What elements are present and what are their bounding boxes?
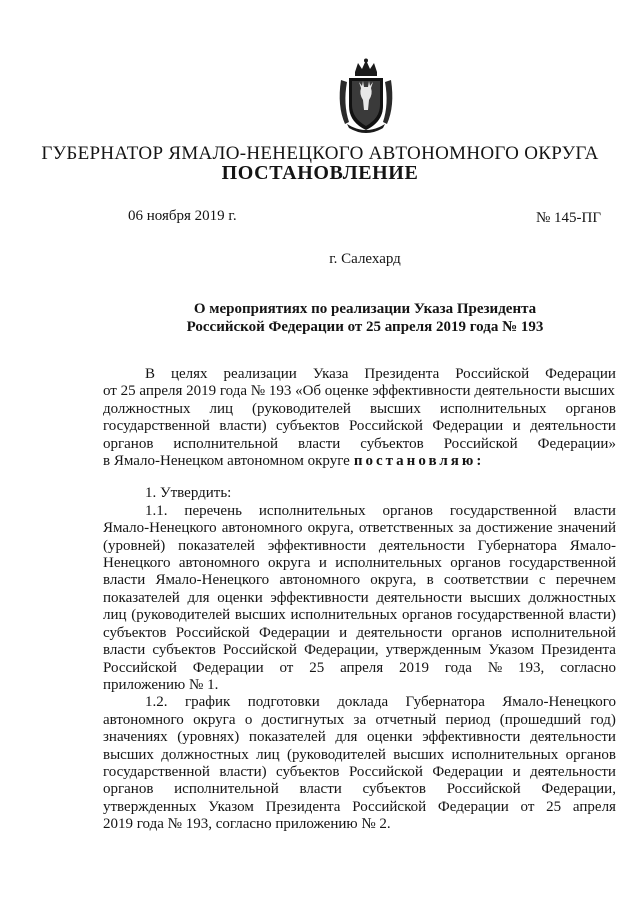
text-line <box>103 694 616 711</box>
word: (руководителей <box>252 400 351 417</box>
word: Федерации, <box>304 642 379 659</box>
text-line <box>103 418 616 435</box>
word: от 25 апреля 2019 года № 193 «Об оценке эффективности деятельности высших <box>103 383 615 400</box>
word: 193, <box>518 659 545 676</box>
item-1-2-paragraph <box>103 694 616 816</box>
word: округа, <box>307 520 354 537</box>
word: (уровней) <box>103 537 166 554</box>
text-line <box>103 572 616 589</box>
word: Российской <box>352 798 427 815</box>
text-line <box>103 436 616 453</box>
word: Указом <box>208 798 254 815</box>
word: за <box>353 711 367 728</box>
word: автономного <box>279 572 361 589</box>
word: органов <box>565 746 616 763</box>
word: реализации <box>223 366 297 382</box>
word: 1.2. <box>145 694 168 711</box>
word: значений <box>557 520 616 537</box>
word: Ненецкого <box>103 555 171 572</box>
coat-of-arms-icon <box>335 58 397 136</box>
word: округа, <box>370 572 417 589</box>
word: Российской <box>348 418 423 435</box>
document-date: 06 ноября 2019 г. <box>128 208 237 224</box>
word: государственной <box>103 418 210 435</box>
word: округа <box>268 555 311 572</box>
word: показателей <box>248 729 326 746</box>
text-line <box>103 625 616 642</box>
item-1-1-last-line <box>103 677 616 694</box>
word: Федерации <box>192 659 264 676</box>
text-line <box>103 764 616 781</box>
word: высших <box>234 607 286 624</box>
body-text: 2019 года № 193, согласно приложению № 2. <box>103 816 391 833</box>
word: оценки <box>367 729 413 746</box>
word: Губернатора <box>405 694 485 711</box>
word: государственной <box>457 607 564 624</box>
word: округа <box>193 711 236 728</box>
word: (руководителей <box>287 746 386 763</box>
word: график <box>184 694 231 711</box>
word: В <box>145 366 156 382</box>
title-line: О мероприятиях по реализации Указа Президента <box>193 301 537 317</box>
text-line <box>103 383 616 400</box>
word: № <box>487 659 503 676</box>
document-body <box>103 366 616 834</box>
word: ответственных <box>358 520 454 537</box>
word: субъектов <box>103 624 167 641</box>
word: субъектов <box>360 435 424 452</box>
word: государственной <box>509 555 616 572</box>
word: органов <box>401 607 453 624</box>
word: деятельности <box>530 418 616 435</box>
word: 2019 <box>398 659 429 676</box>
word: Федерации <box>545 366 616 382</box>
word: государственной <box>449 502 557 519</box>
body-text: в Ямало-Ненецком автономном округе <box>103 453 350 470</box>
word: органов <box>103 781 154 798</box>
word: 1.1. <box>145 502 168 519</box>
text-line <box>103 781 616 798</box>
word: соответствии <box>443 572 529 589</box>
authority-name: ГУБЕРНАТОР ЯМАЛО-НЕНЕЦКОГО АВТОНОМНОГО ОКРУГА <box>41 143 599 164</box>
word: должностных <box>161 746 249 763</box>
text-line <box>103 538 616 555</box>
word: высших <box>393 746 445 763</box>
word: Российской <box>348 763 423 780</box>
document-city: г. Салехард <box>329 251 401 267</box>
word: субъектов <box>276 763 340 780</box>
text-line <box>103 503 616 520</box>
word: власти <box>573 502 616 519</box>
word: апреля <box>340 659 384 676</box>
word: о <box>244 711 253 728</box>
word: Российской <box>103 659 177 676</box>
word: исполнительных <box>451 746 559 763</box>
text-line <box>103 729 616 746</box>
word: в <box>426 572 434 589</box>
word: власти <box>103 572 146 589</box>
word: Российской <box>443 435 518 452</box>
word: должностных <box>528 589 616 606</box>
word: власти) <box>568 607 616 624</box>
word: Президента <box>541 642 616 659</box>
word: (уровнях) <box>177 729 240 746</box>
word: власти) <box>219 418 267 435</box>
word: утвержденных <box>103 798 197 815</box>
word: и <box>339 624 348 641</box>
word: исполнительной <box>174 781 279 798</box>
word: период <box>445 711 491 728</box>
word: года <box>444 659 472 676</box>
item-1 <box>103 485 616 502</box>
text-line <box>103 712 616 729</box>
word: эффективности <box>270 589 369 606</box>
document-number: № 145-ПГ <box>536 210 602 226</box>
word: (прошедший <box>499 711 582 728</box>
word: деятельности <box>530 729 616 746</box>
word: Федерации <box>437 798 509 815</box>
word: и <box>512 418 521 435</box>
text-line <box>103 590 616 607</box>
word: автономного <box>103 711 184 728</box>
word: субъектов <box>362 781 426 798</box>
word: Ямало-Ненецкого <box>502 694 616 711</box>
word: деятельности <box>378 537 465 554</box>
word: эффективности <box>422 729 521 746</box>
word: органов <box>451 624 502 641</box>
word: (руководителей <box>131 607 231 624</box>
word: целях <box>170 366 208 382</box>
text-line <box>103 607 616 624</box>
word: Ямало- <box>569 537 616 554</box>
word: от <box>520 798 535 815</box>
word: за <box>458 520 472 537</box>
word: год) <box>590 711 616 728</box>
word: показателей <box>178 537 255 554</box>
word: значениях <box>103 729 168 746</box>
word: с <box>538 572 546 589</box>
text-line <box>103 799 616 816</box>
word: лиц <box>209 400 234 417</box>
word: органов <box>565 400 616 417</box>
word: утвержденным <box>385 642 482 659</box>
word: власти <box>299 781 342 798</box>
word: для <box>187 589 210 606</box>
word: лиц <box>103 607 127 624</box>
decree-word: постановляю: <box>353 453 485 470</box>
item-1-1-paragraph <box>103 503 616 677</box>
word: государственной <box>103 763 210 780</box>
word: доклада <box>337 694 389 711</box>
text-line <box>103 520 616 537</box>
word: власти <box>298 435 341 452</box>
word: достижение <box>476 520 553 537</box>
document-type: ПОСТАНОВЛЕНИЕ <box>221 162 419 184</box>
body-text: 1. Утвердить: <box>145 485 232 502</box>
word: показателей <box>103 589 180 606</box>
preamble-paragraph <box>103 366 616 453</box>
word: Указом <box>488 642 534 659</box>
word: Российской <box>223 642 297 659</box>
word: исполнительных <box>439 400 547 417</box>
word: Российской <box>446 781 521 798</box>
word: перечень <box>184 502 242 519</box>
word: должностных <box>103 400 191 417</box>
word: эффективности <box>267 537 367 554</box>
word: согласно <box>560 659 616 676</box>
word: Президента <box>265 798 341 815</box>
word: Федерации <box>432 763 504 780</box>
body-text: приложению № 1. <box>103 676 219 693</box>
word: деятельности <box>356 624 443 641</box>
word: апреля <box>572 798 616 815</box>
word: Федерации, <box>541 781 616 798</box>
document-title <box>0 300 640 336</box>
word: автономного <box>178 555 260 572</box>
word: оценки <box>217 589 263 606</box>
text-line <box>103 642 616 659</box>
word: деятельности <box>376 589 463 606</box>
title-line: Российской Федерации от 25 апреля 2019 года № 193 <box>186 319 544 335</box>
word: органов <box>103 435 154 452</box>
text-line <box>103 660 616 677</box>
word: 25 <box>309 659 325 676</box>
word: достигнутых <box>261 711 345 728</box>
word: органов <box>382 502 433 519</box>
word: автономного <box>221 520 303 537</box>
word: исполнительной <box>173 435 279 452</box>
word: Президента <box>364 366 440 382</box>
preamble-last-line <box>103 453 616 470</box>
word: Ямало-Ненецкого <box>103 520 217 537</box>
word: Ямало-Ненецкого <box>155 572 270 589</box>
word: органов <box>450 555 501 572</box>
word: Указа <box>312 366 349 382</box>
word: Федерации <box>258 624 330 641</box>
word: высших <box>103 746 154 763</box>
word: исполнительных <box>335 555 442 572</box>
word: исполнительных <box>258 502 366 519</box>
word: перечнем <box>555 572 616 589</box>
word: деятельности <box>530 763 616 780</box>
word: подготовки <box>247 694 320 711</box>
text-line <box>103 366 616 383</box>
word: высших <box>469 589 521 606</box>
word: Российской <box>455 366 530 382</box>
word: лиц <box>256 746 280 763</box>
word: Федерации» <box>537 435 616 452</box>
word: высших <box>369 400 421 417</box>
item-1-2-last-line <box>103 816 616 833</box>
word: субъектов <box>276 418 340 435</box>
word: власти) <box>219 763 267 780</box>
word: отчетный <box>375 711 437 728</box>
word: и <box>318 555 327 572</box>
word: 25 <box>546 798 562 815</box>
word: субъектов <box>152 642 216 659</box>
text-line <box>103 555 616 572</box>
word: Губернатора <box>477 537 557 554</box>
text-line <box>103 401 616 418</box>
word: для <box>335 729 358 746</box>
word: от <box>279 659 294 676</box>
word: исполнительных <box>290 607 398 624</box>
word: и <box>512 763 521 780</box>
word: исполнительной <box>511 624 616 641</box>
word: Российской <box>175 624 250 641</box>
word: Федерации <box>432 418 504 435</box>
text-line <box>103 747 616 764</box>
word: власти <box>103 642 146 659</box>
